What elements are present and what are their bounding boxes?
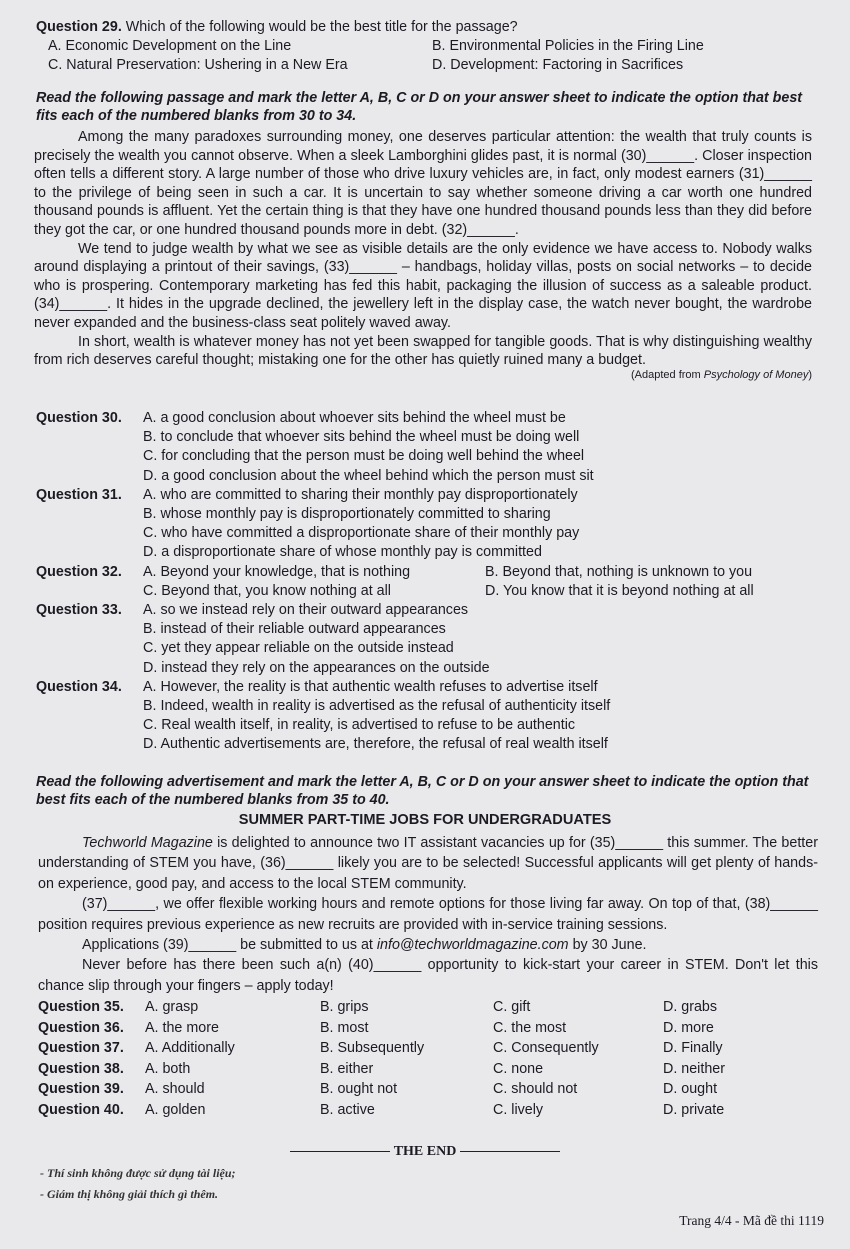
passage-paragraph-2: We tend to judge wealth by what we see as visible details are the only evidence we have access to. Nobody walks around displaying a printout of their savings, (33)______ – handbags, holiday villas, posts on social networks – to decide who is prospering. Contemporary marketing has fed this habit, packaging the illusion of success as a saleable product. (34)______. It hides in the upgrade declined, the jewellery left in the display case, the watch never bought, the wardrobe never expanded and the business-class seat politely waved away. (34, 240, 812, 331)
note-1: - Thí sinh không được sử dụng tài liệu; (40, 1166, 236, 1180)
reading-passage (34, 128, 812, 382)
question-30-option-a: A. a good conclusion about whoever sits behind the wheel must be (143, 410, 566, 426)
question-29-label: Question 29. (36, 19, 122, 35)
question-33-option-a: A. so we instead rely on their outward appearances (143, 602, 469, 619)
question-32-option-c: C. Beyond that, you know nothing at all (143, 582, 391, 599)
question-32-option-d: D. You know that it is beyond nothing at all (485, 582, 754, 599)
question-29-stem: Which of the following would be the best title for the passage? (125, 19, 518, 35)
question-31-option-b: B. whose monthly pay is disproportionately committed to sharing (143, 506, 551, 523)
question-32-label: Question 32. (36, 563, 122, 580)
ad-paragraph-4: Never before has there been such a(n) (40)______ opportunity to kick-start your career in STEM. Don't let this chance slip through your fingers – apply today! (38, 957, 818, 994)
question-31-option-c: C. who have committed a disproportionate share of their monthly pay (143, 525, 580, 542)
ad-paragraph-3: Applications (39)______ be submitted to us at info@techworldmagazine.com by 30 June. (82, 937, 647, 954)
ad-paragraph-1: Techworld Magazine is delighted to announce two IT assistant vacancies up for (35)______ this summer. The better understanding of STEM you have, (36)______ likely you are to be selected! Successful applicants will get plenty of hands-on experience, good pay, and access to the local STEM community. (38, 835, 818, 892)
question-row: Question 40. A. golden B. active C. lively D. private (38, 1101, 725, 1118)
question-30-label: Question 30. (36, 410, 122, 426)
question-30-option-b: B. to conclude that whoever sits behind the wheel must be doing well (143, 429, 580, 446)
question-31-label: Question 31. (36, 486, 122, 503)
question-29 (36, 18, 826, 75)
advertisement-title: SUMMER PART-TIME JOBS FOR UNDERGRADUATES (238, 812, 612, 828)
question-31-option-a: A. who are committed to sharing their monthly pay disproportionately (143, 486, 578, 503)
question-row: Question 36. A. the more B. most C. the most D. more (38, 1019, 714, 1036)
question-34-option-d: D. Authentic advertisements are, therefore, the refusal of real wealth itself (143, 736, 608, 753)
instruction-advertisement: Read the following advertisement and mark the letter A, B, C or D on your answer sheet to indicate the option that best fits each of the numbered blanks from 35 to 40. (36, 774, 809, 808)
ad-email: info@techworldmagazine.com (376, 937, 569, 954)
question-row: Question 39. A. should B. ought not C. should not D. ought (38, 1081, 718, 1098)
question-34-option-c: C. Real wealth itself, in reality, is advertised to refuse to be authentic (143, 717, 576, 734)
question-34-option-b: B. Indeed, wealth in reality is advertised as the refusal of authenticity itself (143, 698, 611, 715)
question-31-option-d: D. a disproportionate share of whose monthly pay is committed (143, 544, 542, 561)
question-row: Question 35. A. grasp B. grips C. gift D. grabs (38, 999, 718, 1015)
question-29-option-b: B. Environmental Policies in the Firing Line (432, 38, 704, 54)
the-end: THE END (0, 1144, 850, 1160)
question-30-option-c: C. for concluding that the person must be doing well behind the wheel (143, 448, 585, 465)
question-row: Question 38. A. both B. either C. none D. neither (38, 1060, 725, 1077)
note-2: - Giám thị không giải thích gì thêm. (40, 1187, 219, 1201)
instruction-passage: Read the following passage and mark the letter A, B, C or D on your answer sheet to indicate the option that best fits each of the numbered blanks from 30 to 34. (36, 90, 803, 124)
question-32-option-b: B. Beyond that, nothing is unknown to you (485, 563, 753, 580)
question-33-option-c: C. yet they appear reliable on the outside instead (143, 640, 454, 657)
question-row: Question 37. A. Additionally B. Subsequently C. Consequently D. Finally (38, 1040, 723, 1057)
questions-35-40 (38, 997, 828, 1121)
advertisement-text (38, 833, 818, 996)
questions-30-34 (36, 409, 826, 755)
question-33-option-b: B. instead of their reliable outward appearances (143, 621, 446, 638)
question-34-label: Question 34. (36, 678, 122, 695)
question-33-option-d: D. instead they rely on the appearances on the outside (143, 659, 490, 676)
passage-source: (Adapted from Psychology of Money) (631, 368, 812, 381)
question-30-option-d: D. a good conclusion about the wheel behind which the person must sit (143, 467, 594, 484)
question-33-label: Question 33. (36, 602, 122, 619)
question-29-option-d: D. Development: Factoring in Sacrifices (432, 57, 684, 73)
passage-paragraph-3: In short, wealth is whatever money has not yet been swapped for tangible goods. That is why distinguishing wealthy from rich deserves careful thought; mistaking one for the other has quietly ruined many a budget. (34, 333, 812, 369)
question-32-option-a: A. Beyond your knowledge, that is nothing (143, 563, 411, 580)
page-footer: Trang 4/4 - Mã đề thi 1119 (679, 1213, 824, 1228)
question-29-option-c: C. Natural Preservation: Ushering in a New Era (48, 57, 348, 73)
passage-paragraph-1: Among the many paradoxes surrounding money, one deserves particular attention: the wealth that truly counts is precisely the wealth you cannot observe. When a sleek Lamborghini glides past, it is normal (30)______. Closer inspection often tells a different story. A large number of those who drive luxury vehicles are, in fact, only modest earners (31)______ to the privilege of being seen in such a car. It is uncertain to say whether someone driving a car worth one hundred thousand pounds is affluent. Yet the certain thing is that they have one hundred thousand pounds less than they did before they got the car, or one hundred thousand pounds more in debt. (32)______. (34, 129, 812, 238)
question-34-option-a: A. However, the reality is that authentic wealth refuses to advertise itself (143, 678, 598, 695)
ad-paragraph-2: (37)______, we offer flexible working hours and remote options for those living far away. On top of that, (38)______ position requires previous experience as new recruits are provided with in-service training sessions. (38, 896, 818, 933)
question-29-option-a: A. Economic Development on the Line (48, 38, 292, 54)
